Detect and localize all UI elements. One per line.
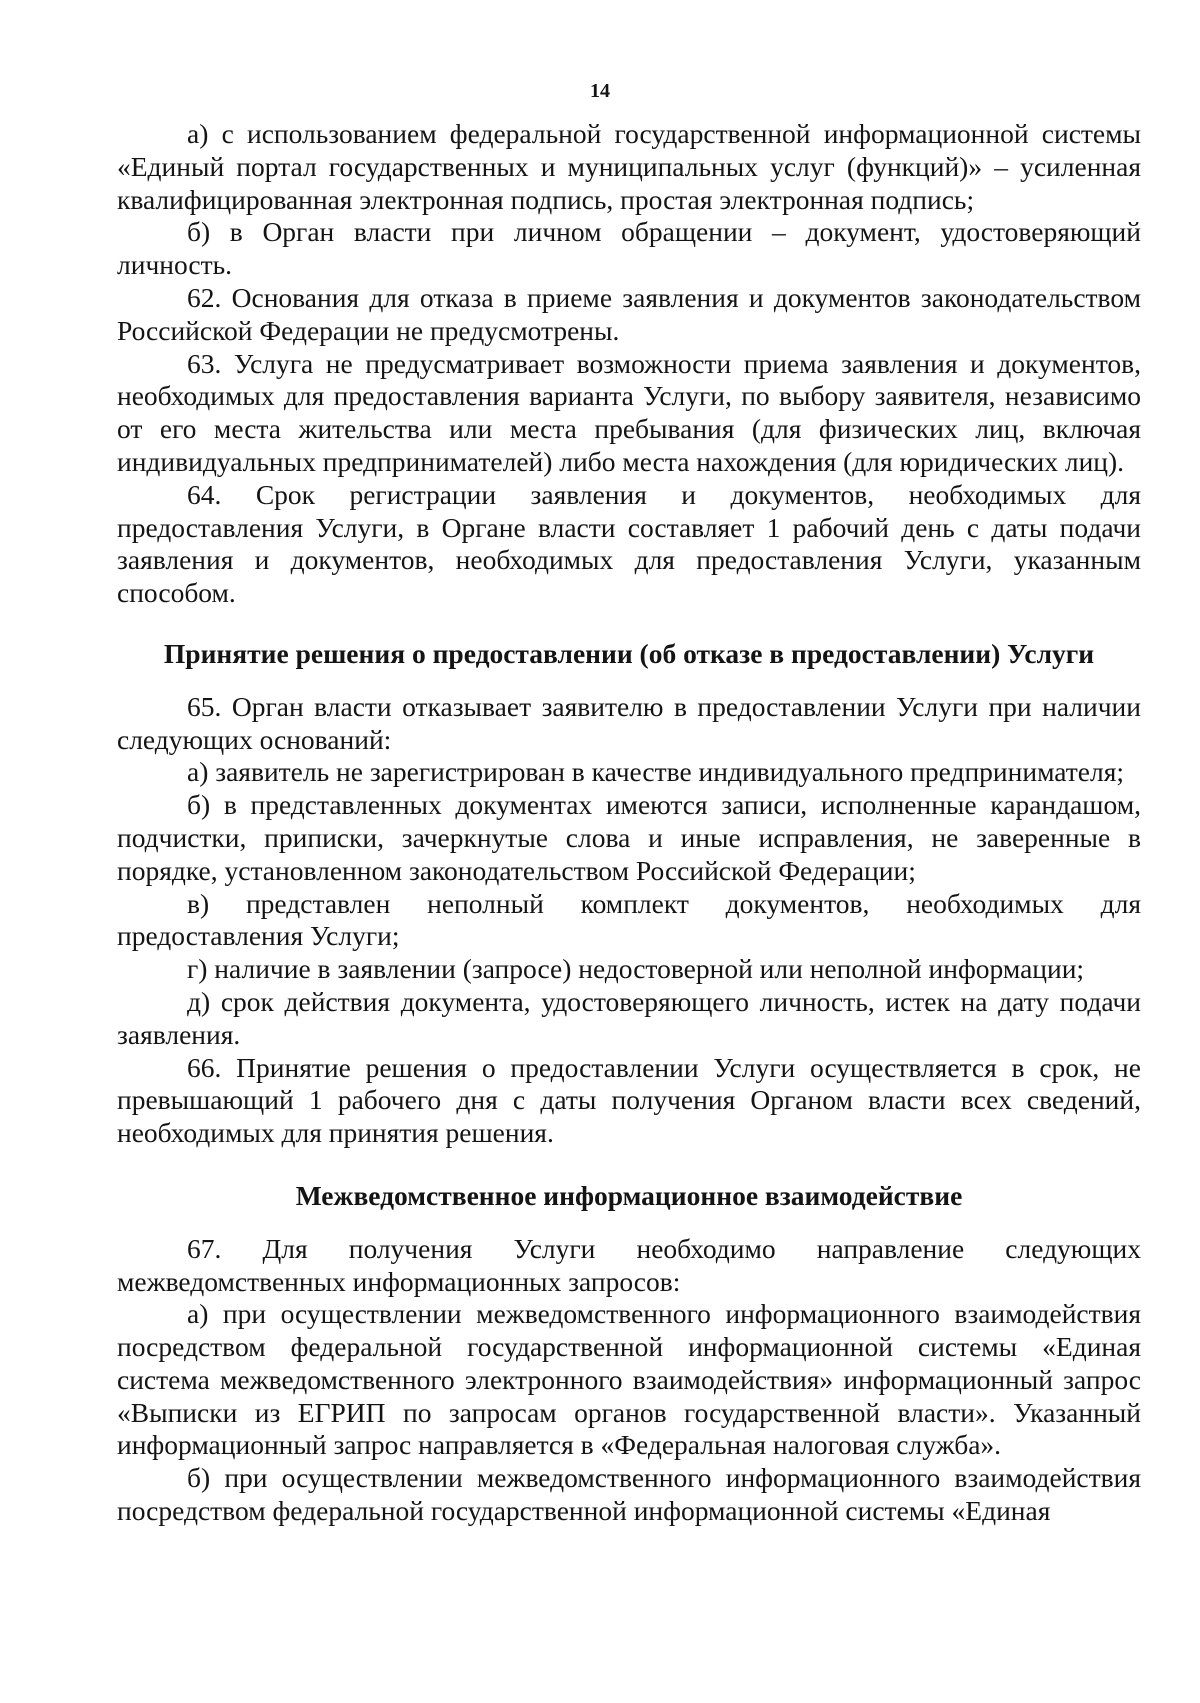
- paragraph-65g: г) наличие в заявлении (запросе) недостоверной или неполной информации;: [187, 953, 1085, 985]
- paragraph-61a: а) с использованием федеральной государственной информационной системы «Единый портал государственных и муниципальных услуг (функций)» – усиленная квалифицированная электронная подпись, простая электронная подпись;: [117, 118, 1141, 215]
- paragraph-67b: б) при осуществлении межведомственного информационного взаимодействия посредством федеральной государственной информационной системы «Единая: [117, 1462, 1141, 1527]
- paragraph-63: 63. Услуга не предусматривает возможности приема заявления и документов, необходимых для предоставления варианта Услуги, по выбору заявителя, независимо от его места жительства или места пребывания (для физических лиц, включая индивидуальных предпринимателей) либо места нахождения (для юридических лиц).: [117, 347, 1141, 477]
- section-heading-decision: Принятие решения о предоставлении (об отказе в предоставлении) Услуги: [163, 637, 1095, 669]
- paragraph-67a: а) при осуществлении межведомственного информационного взаимодействия посредством федеральной государственной информационной системы «Единая система межведомственного электронного взаимодействия» информационный запрос «Выписки из ЕГРИП по запросам органов государственной власти». Указанный информационный запрос направляется в «Федеральная налоговая служба».: [117, 1298, 1141, 1461]
- page-number: 14: [590, 80, 610, 102]
- paragraph-64: 64. Срок регистрации заявления и документов, необходимых для предоставления Услуги, в Органе власти составляет 1 рабочий день с даты подачи заявления и документов, необходимых для предоставления Услуги, указанным способом.: [117, 478, 1141, 609]
- paragraph-65d: д) срок действия документа, удостоверяющего личность, истек на дату подачи заявления.: [117, 985, 1141, 1050]
- paragraph-61b: б) в Орган власти при личном обращении – документ, удостоверяющий личность.: [117, 216, 1141, 281]
- paragraph-65v: в) представлен неполный комплект документов, необходимых для предоставления Услуги;: [117, 887, 1141, 952]
- paragraph-67: 67. Для получения Услуги необходимо направление следующих межведомственных информационных запросов:: [117, 1232, 1141, 1297]
- paragraph-62: 62. Основания для отказа в приеме заявления и документов законодательством Российской Федерации не предусмотрены.: [117, 281, 1141, 346]
- section-heading-interagency: Межведомственное информационное взаимодействие: [295, 1179, 963, 1211]
- paragraph-65a: а) заявитель не зарегистрирован в качестве индивидуального предпринимателя;: [187, 756, 1125, 788]
- paragraph-65b: б) в представленных документах имеются записи, исполненные карандашом, подчистки, приписки, зачеркнутые слова и иные исправления, не заверенные в порядке, установленном законодательством Российской Федерации;: [117, 789, 1141, 886]
- document-body: [117, 118, 1141, 1528]
- paragraph-66: 66. Принятие решения о предоставлении Услуги осуществляется в срок, не превышающий 1 рабочего дня с даты получения Органом власти всех сведений, необходимых для принятия решения.: [117, 1051, 1141, 1149]
- paragraph-65: 65. Орган власти отказывает заявителю в предоставлении Услуги при наличии следующих оснований:: [117, 690, 1141, 755]
